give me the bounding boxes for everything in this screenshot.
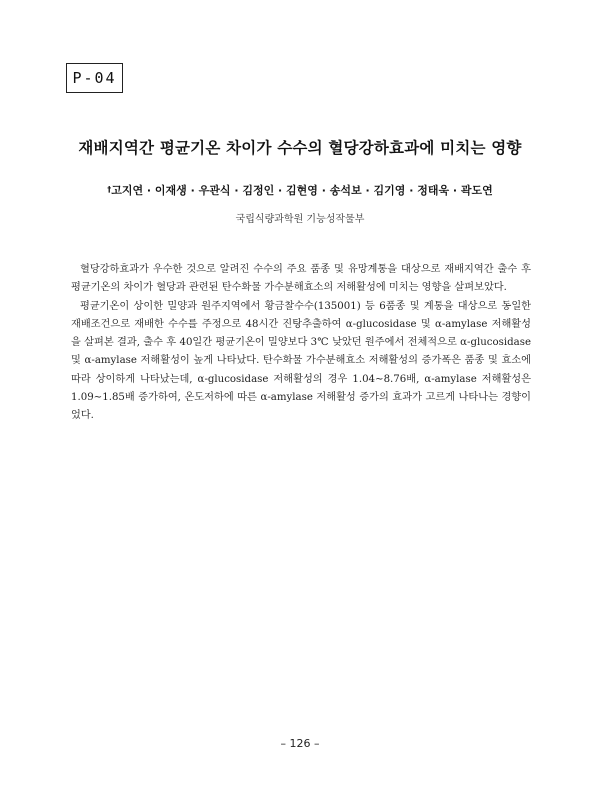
abstract-paragraph-2: 평균기온이 상이한 밀양과 원주지역에서 황금찰수수(135001) 등 6품종 및 계통을 대상으로 동일한 재배조건으로 재배한 수수를 주정으로 48시간 진탕추출하여 α-glucosidase 및 α-amylase 저해활성을 살펴본 결과, 출수 후 40일간 평균기온이 밀양보다 3℃ 낮았던 원주에서 전체적으로 α-glucosidase 및 α-amylase 저해활성이 높게 나타났다. 탄수화물 가수분해효소 저해활성의 증가폭은 품종 및 효소에 따라 상이하게 나타났는데, α-glucosidase 저해활성의 경우 1.04∼8.76배, α-amylase 저해활성은 1.09∼1.85배 증가하여, 온도저하에 따른 α-amylase 저해활성 증가의 효과가 고르게 나타나는 경향이었다. bbox=[71, 300, 531, 422]
poster-code: P-04 bbox=[72, 69, 117, 87]
corresponding-author-mark: † bbox=[107, 185, 112, 194]
poster-code-box bbox=[66, 63, 123, 93]
author-names: 고지연 · 이재생 · 우관식 · 김정인 · 김현영 · 송석보 · 김기영 · 정태욱 · 곽도연 bbox=[111, 184, 493, 197]
page-number: – 126 – bbox=[280, 737, 320, 750]
author-list bbox=[0, 182, 600, 198]
affiliation: 국립식량과학원 기능성작물부 bbox=[235, 214, 365, 225]
paper-title: 재배지역간 평균기온 차이가 수수의 혈당강하효과에 미치는 영향 bbox=[78, 139, 522, 157]
abstract-body bbox=[71, 261, 531, 426]
abstract-paragraph-1: 혈당강하효과가 우수한 것으로 알려진 수수의 주요 품종 및 유망계통을 대상으로 재배지역간 출수 후 평균기온의 차이가 혈당과 관련된 탄수화물 가수분해효소의 저해활성에 미치는 영향을 살펴보았다. bbox=[71, 264, 531, 294]
